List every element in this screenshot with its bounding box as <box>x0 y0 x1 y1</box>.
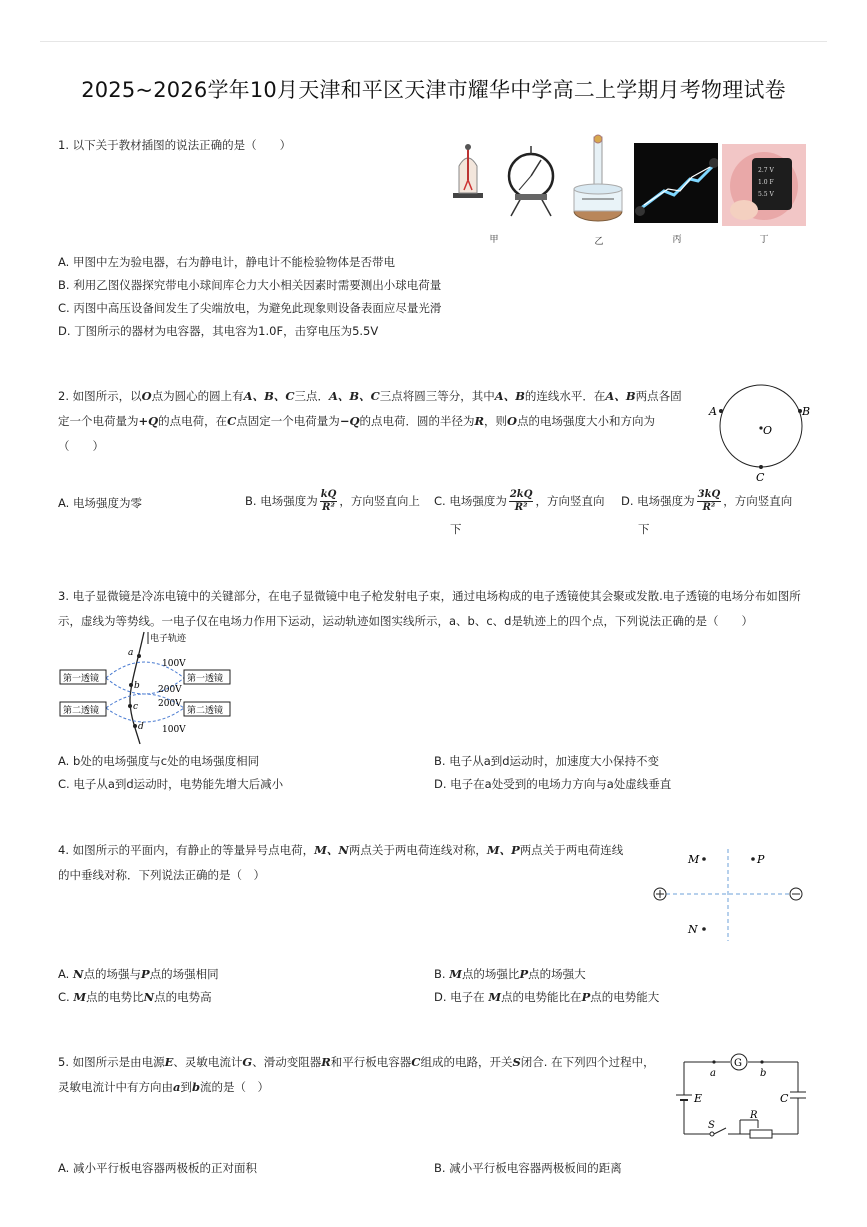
q3-box-1: 第一透镜 <box>63 674 100 684</box>
q2-option-c: C. 电场强度为 $\frac{2kQ}{\text{R²}}$ ，方向竖直向 <box>434 489 605 513</box>
q3-voltage-1: 100V <box>162 659 186 669</box>
q2-option-d-wrap: 下 <box>638 522 650 536</box>
q4-stem-line2: 的中垂线对称．下列说法正确的是（ ） <box>58 868 265 882</box>
q1-label-ding: 丁 <box>759 235 769 245</box>
q3-stem <box>58 584 818 634</box>
q1-cap-text-1: 2.7 V <box>758 167 774 174</box>
exam-title: 2025~2026学年10月天津和平区天津市耀华中学高二上学期月考物理试卷 <box>81 78 786 102</box>
q5-option-a: A. 减小平行板电容器两极板的正对面积 <box>58 1161 257 1175</box>
q2-label-a: A <box>709 405 717 418</box>
q4-label-n: N <box>688 923 698 936</box>
q5-stem-line2: 灵敏电流计中有方向由a到b流的是（ ） <box>58 1080 269 1094</box>
q2-option-b: B. 电场强度为 $\frac{kQ}{\text{R²}}$ ，方向竖直向上 <box>245 489 420 513</box>
q3-voltage-2: 200V <box>158 685 182 695</box>
q1-figure-yi <box>568 133 630 229</box>
q5-stem <box>58 1050 668 1100</box>
q2-stem-line1: 2. 如图所示，以O点为圆心的圆上有A、B、C三点．A、B、C三点将圆三等分，其中A、B的连线水平．在A、B两点各固 <box>58 389 682 403</box>
q2-stem-line3: （ ） <box>58 439 104 453</box>
q3-top-label: 电子轨迹 <box>150 634 187 644</box>
q3-box-4: 第二透镜 <box>187 706 224 716</box>
q4-option-a: A. N点的场强与P点的场强相同 <box>58 967 219 981</box>
q2-option-c-wrap: 下 <box>450 522 462 536</box>
q5-label-g: G <box>734 1058 742 1069</box>
q2-option-c-fraction: $\frac{2kQ}{\text{R²}}$ <box>509 489 533 513</box>
q3-option-b: B. 电子从a到d运动时，加速度大小保持不变 <box>434 754 660 768</box>
q1-label-jia: 甲 <box>489 235 499 245</box>
q2-option-d-fraction: $\frac{3kQ}{\text{R²}}$ <box>697 489 721 513</box>
q3-point-b: b <box>134 681 140 691</box>
q3-box-3: 第二透镜 <box>63 706 100 716</box>
q1-label-yi: 乙 <box>594 237 604 247</box>
q3-option-d: D. 电子在a处受到的电场力方向与a处虚线垂直 <box>434 777 672 791</box>
q1-figure-bing <box>634 143 718 223</box>
q3-box-2: 第一透镜 <box>187 674 224 684</box>
q4-option-b: B. M点的场强比P点的场强大 <box>434 967 586 981</box>
q4-stem-line1: 4. 如图所示的平面内，有静止的等量异号点电荷，M、N两点关于两电荷连线对称，M、P两点关于两电荷连线 <box>58 843 624 857</box>
header-divider <box>40 41 827 42</box>
q3-stem-line2: 示，虚线为等势线。一电子仅在电场力作用下运动，运动轨迹如图实线所示，a、b、c、d是轨迹上的四个点，下列说法正确的是（ ） <box>58 614 753 628</box>
q5-option-b: B. 减小平行板电容器两极板间的距离 <box>434 1161 622 1175</box>
q1-cap-text-3: 5.5 V <box>758 191 774 198</box>
q2-stem-line2: 定一个电荷量为+Q的点电荷，在C点固定一个电荷量为−Q的点电荷．圆的半径为R，则O点的电场强度大小和方向为 <box>58 414 656 428</box>
q5-stem-line1: 5. 如图所示是由电源E、灵敏电流计G、滑动变阻器R和平行板电容器C组成的电路，开关S闭合. 在下列四个过程中， <box>58 1055 655 1069</box>
q5-label-b: b <box>760 1068 767 1079</box>
q4-option-c: C. M点的电势比N点的电势高 <box>58 990 212 1004</box>
q3-stem-line1: 3. 电子显微镜是冷冻电镜中的关键部分，在电子显微镜中电子枪发射电子束，通过电场构成的电子透镜使其会聚或发散.电子透镜的电场分布如图所 <box>58 589 801 603</box>
q3-voltage-4: 100V <box>162 725 186 735</box>
q5-label-r: R <box>750 1110 758 1121</box>
q1-cap-text-2: 1.0 F <box>758 179 774 186</box>
q4-charges-figure <box>650 845 808 945</box>
q1-figure-jia <box>445 138 565 230</box>
q1-option-d: D. 丁图所示的器材为电容器，其电容为1.0F，击穿电压为5.5V <box>58 324 379 338</box>
q5-label-a: a <box>710 1068 716 1079</box>
q2-option-d: D. 电场强度为 $\frac{3kQ}{\text{R²}}$ ，方向竖直向 <box>621 489 793 513</box>
q5-circuit-figure <box>670 1050 810 1142</box>
q2-stem <box>58 384 708 459</box>
q1-label-bing: 丙 <box>672 235 682 245</box>
q1-option-b: B. 利用乙图仪器探究带电小球间库仑力大小相关因素时需要测出小球电荷量 <box>58 278 442 292</box>
q4-label-m: M <box>688 853 700 866</box>
q5-label-s: S <box>708 1120 715 1131</box>
q4-option-d: D. 电子在 M点的电势能比在P点的电势能大 <box>434 990 660 1004</box>
q2-label-b: B <box>802 405 811 418</box>
q2-label-o: O <box>763 424 773 437</box>
q2-option-b-fraction: $\frac{kQ}{\text{R²}}$ <box>320 489 337 513</box>
q1-option-c: C. 丙图中高压设备间发生了尖端放电，为避免此现象则设备表面应尽量光滑 <box>58 301 442 315</box>
q1-option-a: A. 甲图中左为验电器，右为静电计，静电计不能检验物体是否带电 <box>58 255 395 269</box>
q3-point-c: c <box>133 702 139 712</box>
q1-figure-ding <box>722 144 806 226</box>
q1-stem: 1. 以下关于教材插图的说法正确的是（ ） <box>58 138 292 152</box>
q5-label-c: C <box>780 1092 789 1105</box>
q2-label-c: C <box>756 471 765 484</box>
q5-label-e: E <box>694 1092 703 1105</box>
q3-lens-figure <box>56 630 238 746</box>
q3-option-a: A. b处的电场强度与c处的电场强度相同 <box>58 754 260 768</box>
q3-point-a: a <box>128 648 134 658</box>
q3-option-c: C. 电子从a到d运动时，电势能先增大后减小 <box>58 777 284 791</box>
q2-circle-figure <box>705 383 815 485</box>
q4-stem <box>58 838 648 888</box>
q3-point-d: d <box>138 722 144 732</box>
q4-label-p: P <box>757 853 765 866</box>
q3-voltage-3: 200V <box>158 699 182 709</box>
q2-option-a: A. 电场强度为零 <box>58 496 142 510</box>
